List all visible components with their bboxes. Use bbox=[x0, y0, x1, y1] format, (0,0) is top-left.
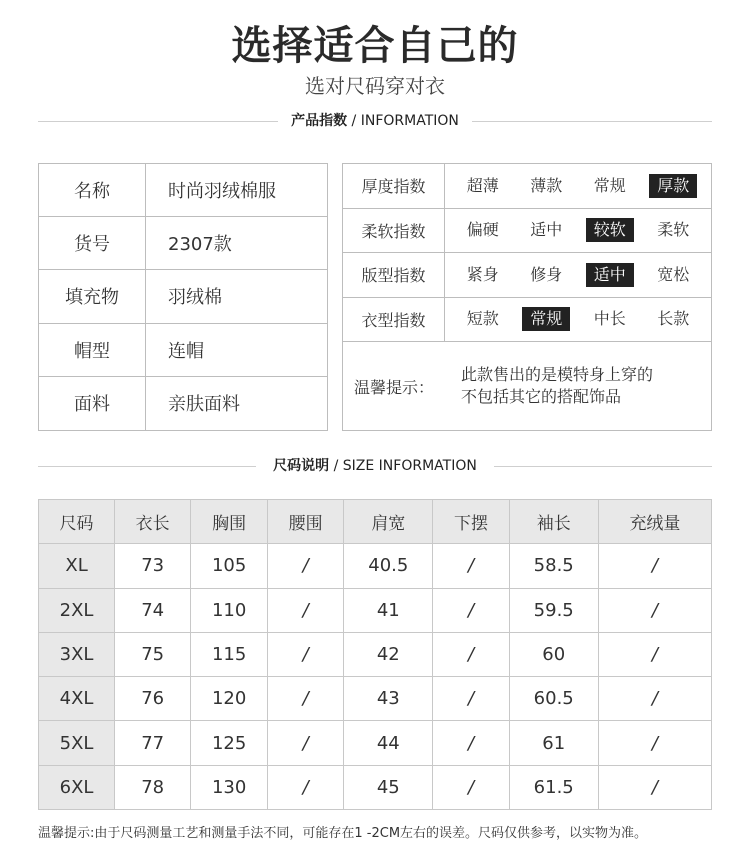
table-row bbox=[39, 765, 712, 809]
info-row bbox=[39, 377, 327, 430]
table-cell: 61 bbox=[509, 721, 598, 765]
info-key: 货号 bbox=[39, 217, 146, 269]
table-cell: 42 bbox=[344, 632, 433, 676]
table-cell: 74 bbox=[115, 588, 191, 632]
info-value: 羽绒棉 bbox=[168, 287, 222, 309]
page-title: 选择适合自己的 bbox=[231, 23, 519, 69]
size-section-label bbox=[38, 456, 712, 476]
size-cell: 4XL bbox=[39, 677, 115, 721]
table-row bbox=[39, 544, 712, 588]
size-cell: 6XL bbox=[39, 765, 115, 809]
info-value: 时尚羽绒棉服 bbox=[168, 181, 276, 203]
table-cell: 61.5 bbox=[509, 765, 598, 809]
table-cell: 40.5 bbox=[344, 544, 433, 588]
product-section-label bbox=[38, 111, 712, 131]
index-row-softness bbox=[343, 209, 711, 254]
info-row bbox=[39, 270, 327, 323]
table-cell: 73 bbox=[115, 544, 191, 588]
table-row bbox=[39, 588, 712, 632]
tip-line: 不包括其它的搭配饰品 bbox=[461, 387, 622, 406]
table-cell: 110 bbox=[191, 588, 268, 632]
index-options bbox=[445, 298, 711, 342]
table-row bbox=[39, 632, 712, 676]
footnote: 温馨提示:由于尺码测量工艺和测量手法不同，可能存在1 -2CM左右的误差。尺码仅供参考，以实物为准。 bbox=[38, 826, 648, 841]
table-cell: / bbox=[268, 677, 344, 721]
size-cell: 5XL bbox=[39, 721, 115, 765]
section-label-cn: 尺码说明 bbox=[273, 458, 330, 474]
index-options bbox=[445, 253, 711, 297]
table-cell: 130 bbox=[191, 765, 268, 809]
column-header: 胸围 bbox=[191, 500, 268, 544]
size-cell: 2XL bbox=[39, 588, 115, 632]
column-header: 腰围 bbox=[268, 500, 344, 544]
info-key: 填充物 bbox=[39, 270, 146, 322]
table-row bbox=[39, 721, 712, 765]
table-cell: 105 bbox=[191, 544, 268, 588]
index-option: 修身 bbox=[530, 264, 563, 284]
table-cell: / bbox=[433, 765, 509, 809]
info-row bbox=[39, 164, 327, 217]
table-row bbox=[39, 677, 712, 721]
column-header: 充绒量 bbox=[598, 500, 711, 544]
section-label-en: / INFORMATION bbox=[347, 113, 459, 129]
table-cell: / bbox=[433, 544, 509, 588]
table-cell: 44 bbox=[344, 721, 433, 765]
table-cell: / bbox=[433, 721, 509, 765]
index-key: 厚度指数 bbox=[343, 164, 445, 208]
table-cell: / bbox=[598, 632, 711, 676]
page-subtitle: 选对尺码穿对衣 bbox=[305, 74, 445, 98]
info-row bbox=[39, 324, 327, 377]
product-index-table bbox=[342, 163, 712, 431]
table-cell: / bbox=[598, 677, 711, 721]
table-cell: 115 bbox=[191, 632, 268, 676]
index-option: 超薄 bbox=[466, 175, 499, 195]
table-cell: / bbox=[268, 544, 344, 588]
index-option: 宽松 bbox=[657, 264, 690, 284]
info-row bbox=[39, 217, 327, 270]
index-options bbox=[445, 164, 711, 208]
info-value: 亲肤面料 bbox=[168, 394, 240, 416]
table-cell: / bbox=[268, 588, 344, 632]
index-row-thickness bbox=[343, 164, 711, 209]
table-cell: 77 bbox=[115, 721, 191, 765]
size-section-header bbox=[38, 456, 712, 476]
size-cell: XL bbox=[39, 544, 115, 588]
index-key: 柔软指数 bbox=[343, 209, 445, 253]
table-cell: 43 bbox=[344, 677, 433, 721]
product-info-table bbox=[38, 163, 328, 431]
column-header: 肩宽 bbox=[344, 500, 433, 544]
index-option: 常规 bbox=[522, 307, 570, 331]
info-key: 名称 bbox=[39, 164, 146, 216]
table-cell: 59.5 bbox=[509, 588, 598, 632]
tip-label: 温馨提示： bbox=[353, 377, 434, 397]
index-option: 厚款 bbox=[649, 174, 697, 198]
table-cell: 75 bbox=[115, 632, 191, 676]
table-cell: / bbox=[598, 588, 711, 632]
table-cell: 45 bbox=[344, 765, 433, 809]
table-cell: / bbox=[268, 632, 344, 676]
table-cell: / bbox=[598, 544, 711, 588]
table-cell: / bbox=[268, 765, 344, 809]
index-option: 中长 bbox=[593, 309, 626, 329]
size-table bbox=[38, 499, 712, 810]
table-cell: 60 bbox=[509, 632, 598, 676]
table-cell: 76 bbox=[115, 677, 191, 721]
index-row-fit bbox=[343, 253, 711, 298]
info-value: 2307款 bbox=[168, 234, 232, 256]
info-key: 面料 bbox=[39, 377, 146, 430]
index-options bbox=[445, 209, 711, 253]
table-cell: / bbox=[433, 632, 509, 676]
table-cell: / bbox=[598, 765, 711, 809]
tip-text bbox=[445, 364, 711, 408]
index-option: 薄款 bbox=[530, 175, 563, 195]
table-cell: / bbox=[598, 721, 711, 765]
size-table-header-row bbox=[39, 500, 712, 544]
table-cell: 120 bbox=[191, 677, 268, 721]
index-option: 短款 bbox=[466, 309, 499, 329]
section-label-cn: 产品指数 bbox=[291, 113, 348, 129]
index-option: 柔软 bbox=[657, 220, 690, 240]
tip-line: 此款售出的是模特身上穿的 bbox=[461, 365, 654, 384]
index-option: 常规 bbox=[593, 175, 626, 195]
table-cell: 125 bbox=[191, 721, 268, 765]
column-header: 下摆 bbox=[433, 500, 509, 544]
index-key: 版型指数 bbox=[343, 253, 445, 297]
size-cell: 3XL bbox=[39, 632, 115, 676]
index-option: 长款 bbox=[657, 309, 690, 329]
index-option: 较软 bbox=[586, 218, 634, 242]
info-value: 连帽 bbox=[168, 340, 204, 362]
info-key: 帽型 bbox=[39, 324, 146, 376]
product-section-header bbox=[38, 111, 712, 131]
table-cell: 58.5 bbox=[509, 544, 598, 588]
table-cell: / bbox=[268, 721, 344, 765]
column-header: 尺码 bbox=[39, 500, 115, 544]
table-cell: / bbox=[433, 677, 509, 721]
index-option: 适中 bbox=[530, 220, 563, 240]
section-label-en: / SIZE INFORMATION bbox=[329, 458, 477, 474]
table-cell: 78 bbox=[115, 765, 191, 809]
tip-row bbox=[343, 342, 711, 430]
table-cell: 41 bbox=[344, 588, 433, 632]
index-option: 适中 bbox=[586, 263, 634, 287]
table-cell: / bbox=[433, 588, 509, 632]
index-option: 偏硬 bbox=[466, 220, 499, 240]
table-cell: 60.5 bbox=[509, 677, 598, 721]
column-header: 衣长 bbox=[115, 500, 191, 544]
index-key: 衣型指数 bbox=[343, 298, 445, 342]
index-row-length bbox=[343, 298, 711, 343]
index-option: 紧身 bbox=[466, 264, 499, 284]
column-header: 袖长 bbox=[509, 500, 598, 544]
